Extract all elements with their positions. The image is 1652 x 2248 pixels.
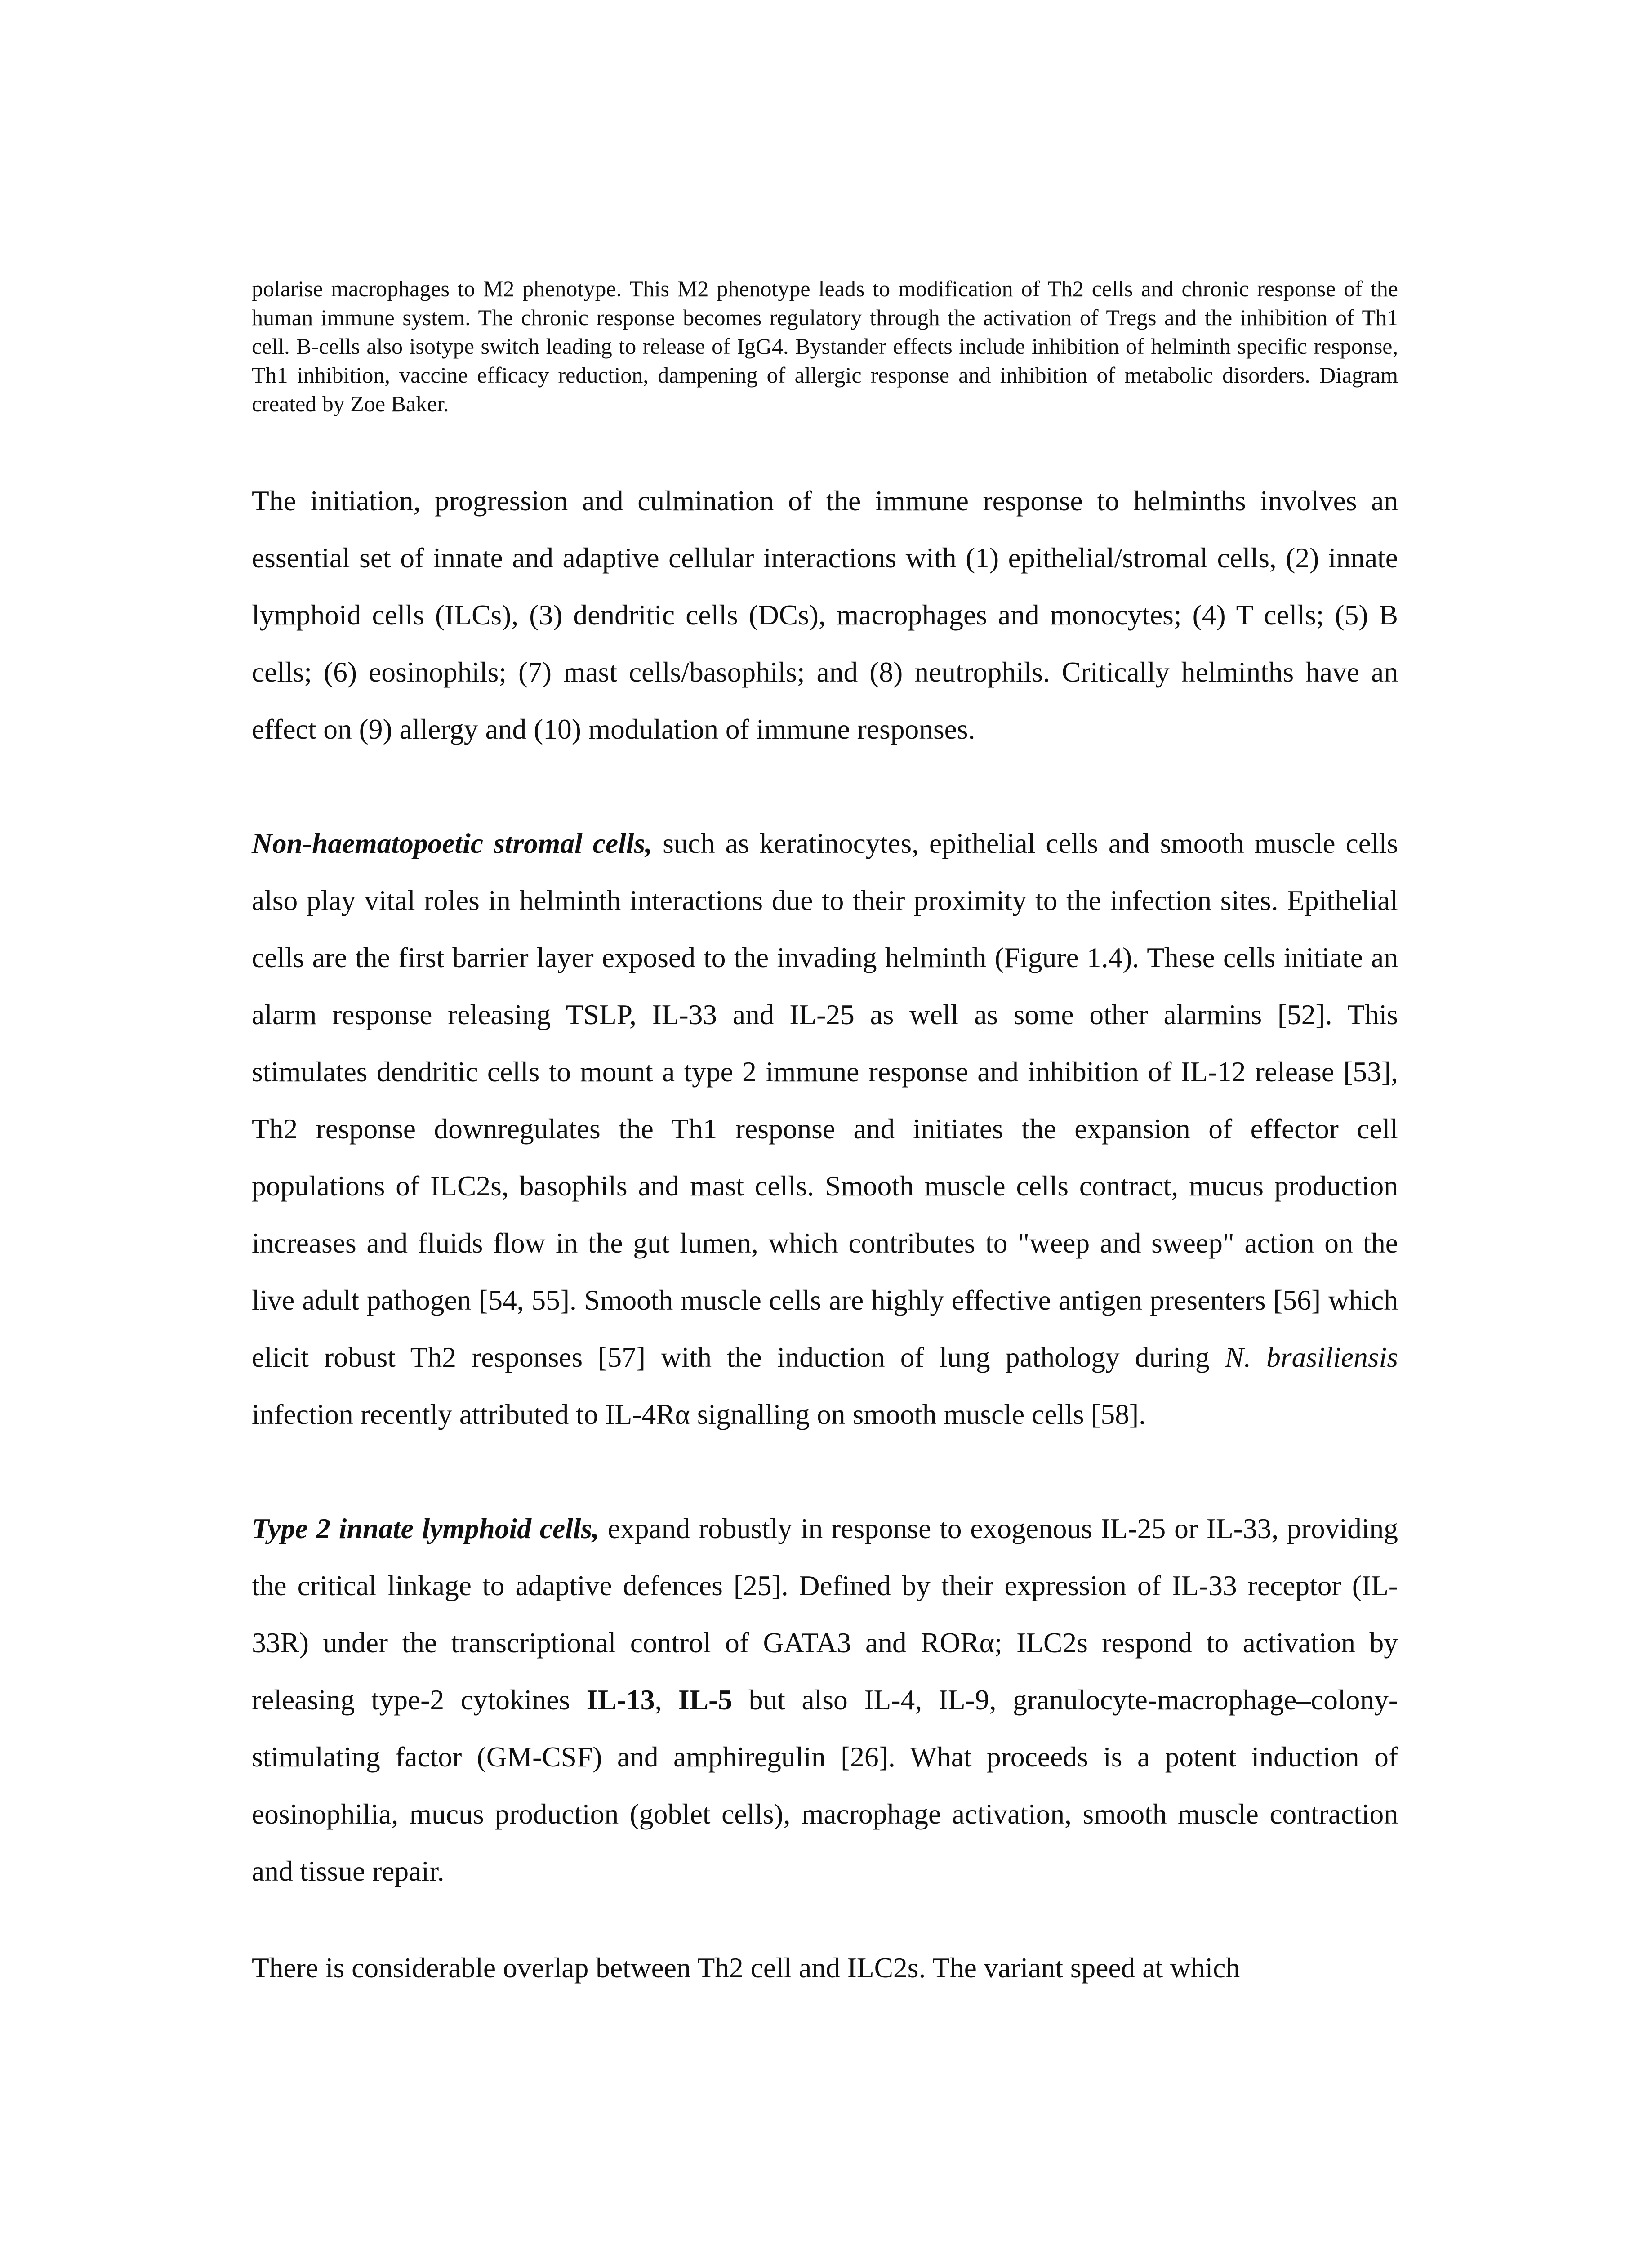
paragraph-text: but also IL-4, IL-9, granulocyte-macrophage–colony-stimulating factor (GM-CSF) and amphiregulin [26]. What proceeds is a potent induction of eosinophilia, mucus production (goblet cells), macrophage activation, smooth muscle contraction and tissue repair.	[252, 1684, 1398, 1887]
paragraph-th2-ilc2-overlap: There is considerable overlap between Th2 cell and ILC2s. The variant speed at which	[252, 1952, 1240, 1984]
figure-caption-continuation: polarise macrophages to M2 phenotype. This M2 phenotype leads to modification of Th2 cells and chronic response of the human immune system. The chronic response becomes regulatory through the activation of Tregs and the inhibition of Th1 cell. B-cells also isotype switch leading to release of IgG4. Bystander effects include inhibition of helminth specific response, Th1 inhibition, vaccine efficacy reduction, dampening of allergic response and inhibition of metabolic disorders. Diagram created by Zoe Baker.	[252, 276, 1398, 416]
cytokine-il13: IL-13	[586, 1684, 655, 1716]
species-name: N. brasiliensis	[1225, 1341, 1398, 1373]
cytokine-il5: IL-5	[678, 1684, 732, 1716]
paragraph-ilc2-cells	[252, 1500, 1398, 1900]
paragraph-text: infection recently attributed to IL-4Rα signalling on smooth muscle cells [58].	[252, 1398, 1146, 1430]
paragraph-stromal-cells	[252, 815, 1398, 1443]
paragraph-text: expand robustly in response to exogenous IL-25 or IL-33, providing the critical linkage to adaptive defences [25]. Defined by their expression of IL-33 receptor (IL-33R) under the transcriptional control of GATA3 and RORα; ILC2s respond to activation by releasing type-2 cytokines	[252, 1512, 1398, 1716]
paragraph-text: ,	[655, 1684, 679, 1716]
section-lead-ilc2: Type 2 innate lymphoid cells,	[252, 1512, 600, 1544]
section-lead-stromal-cells: Non-haematopoetic stromal cells,	[252, 827, 653, 859]
page-body	[252, 274, 1398, 1996]
paragraph-text: such as keratinocytes, epithelial cells and smooth muscle cells also play vital roles in helminth interactions due to their proximity to the infection sites. Epithelial cells are the first barrier layer exposed to the invading helminth (Figure 1.4). These cells initiate an alarm response releasing TSLP, IL-33 and IL-25 as well as some other alarmins [52]. This stimulates dendritic cells to mount a type 2 immune response and inhibition of IL-12 release [53], Th2 response downregulates the Th1 response and initiates the expansion of effector cell populations of ILC2s, basophils and mast cells. Smooth muscle cells contract, mucus production increases and fluids flow in the gut lumen, which contributes to "weep and sweep" action on the live adult pathogen [54, 55]. Smooth muscle cells are highly effective antigen presenters [56] which elicit robust Th2 responses [57] with the induction of lung pathology during	[252, 827, 1398, 1373]
paragraph-immune-response-overview: The initiation, progression and culmination of the immune response to helminths involves an essential set of innate and adaptive cellular interactions with (1) epithelial/stromal cells, (2) innate lymphoid cells (ILCs), (3) dendritic cells (DCs), macrophages and monocytes; (4) T cells; (5) B cells; (6) eosinophils; (7) mast cells/basophils; and (8) neutrophils. Critically helminths have an effect on (9) allergy and (10) modulation of immune responses.	[252, 485, 1398, 745]
